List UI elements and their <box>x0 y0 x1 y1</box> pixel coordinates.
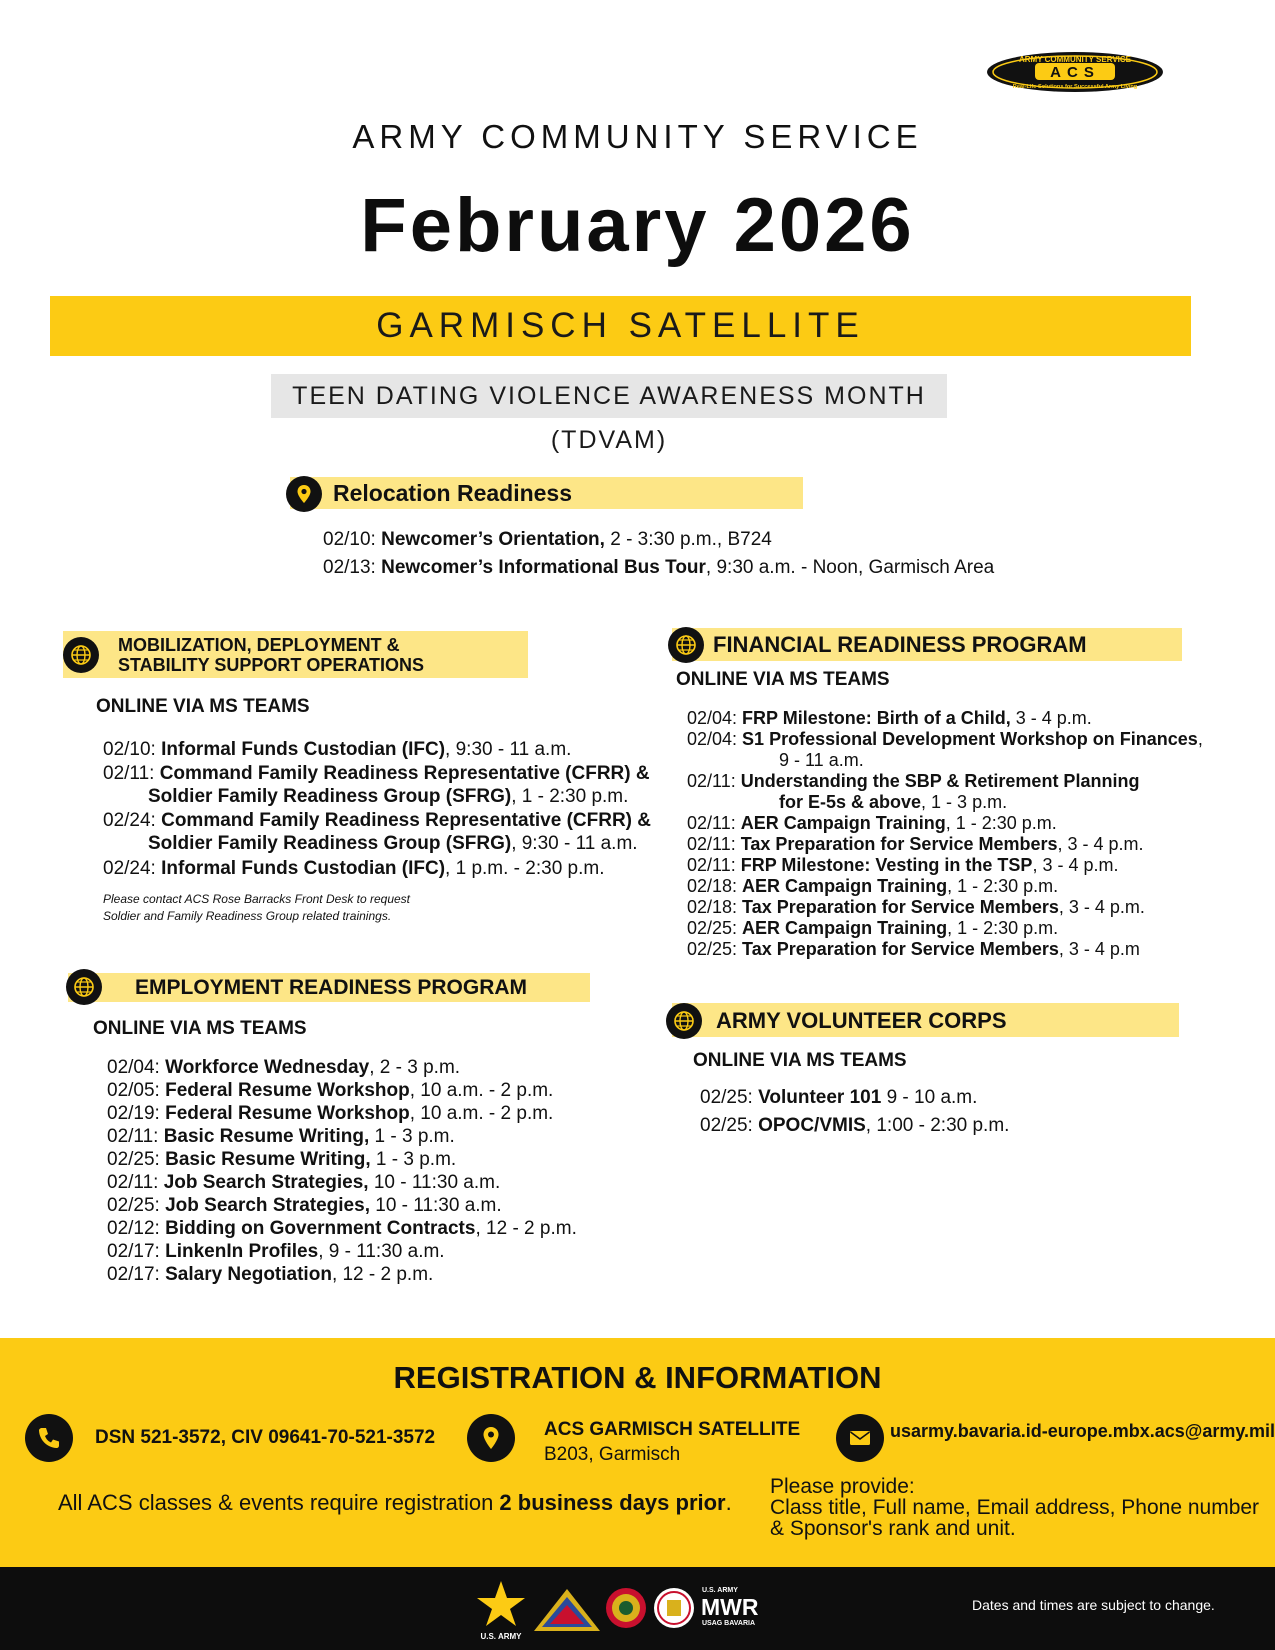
financial-event: 02/11: AER Campaign Training, 1 - 2:30 p.m. <box>687 813 1057 833</box>
contact-phone[interactable]: DSN 521-3572, CIV 09641-70-521-3572 <box>95 1427 436 1448</box>
acs-logo <box>985 50 1165 94</box>
mwr-logo <box>700 1583 770 1633</box>
registration-footer <box>0 1338 1275 1567</box>
financial-title: FINANCIAL READINESS PROGRAM <box>713 632 1087 657</box>
pre-title: ARMY COMMUNITY SERVICE <box>352 118 923 155</box>
logo-tagline: Real-Life Solutions for Successful Army Living <box>1012 84 1138 90</box>
volunteer-event: 02/25: Volunteer 101 9 - 10 a.m. <box>700 1087 978 1108</box>
mwr-bottom-label: USAG BAVARIA <box>702 1620 756 1627</box>
volunteer-event: 02/25: OPOC/VMIS, 1:00 - 2:30 p.m. <box>700 1115 1010 1136</box>
globe-icon <box>63 637 99 673</box>
mobilization-header <box>63 631 528 678</box>
page-title: February 2026 <box>360 183 915 268</box>
globe-icon <box>66 969 102 1005</box>
employment-event: 02/25: Job Search Strategies, 10 - 11:30 a.m. <box>107 1195 502 1216</box>
financial-event: 02/25: AER Campaign Training, 1 - 2:30 p.m. <box>687 918 1059 938</box>
email-icon <box>836 1414 884 1462</box>
financial-event: 02/18: Tax Preparation for Service Members, 3 - 4 p.m. <box>687 897 1145 917</box>
employment-event: 02/17: LinkenIn Profiles, 9 - 11:30 a.m. <box>107 1241 445 1262</box>
financial-header <box>672 628 1182 661</box>
financial-event: 02/11: Understanding the SBP & Retirement Planning for E-5s & above, 1 - 3 p.m. <box>687 771 1140 812</box>
mobilization-title: MOBILIZATION, DEPLOYMENT & STABILITY SUPPORT OPERATIONS <box>118 635 425 675</box>
volunteer-header <box>672 1003 1179 1037</box>
mwr-label: MWR <box>701 1594 759 1620</box>
globe-icon <box>666 1003 702 1039</box>
financial-delivery: ONLINE VIA MS TEAMS <box>676 669 890 690</box>
bavaria-seal-icon <box>653 1587 695 1629</box>
contact-email[interactable]: usarmy.bavaria.id-europe.mbx.acs@army.mil <box>890 1421 1275 1441</box>
financial-event: 02/18: AER Campaign Training, 1 - 2:30 p.m. <box>687 876 1059 896</box>
logo-center-text: ACS <box>1050 64 1100 81</box>
mwr-top-label: U.S. ARMY <box>702 1587 738 1594</box>
location-pin-icon <box>467 1414 515 1462</box>
financial-event: 02/25: Tax Preparation for Service Members, 3 - 4 p.m <box>687 939 1140 959</box>
volunteer-title: ARMY VOLUNTEER CORPS <box>716 1008 1007 1033</box>
employment-header <box>68 973 590 1002</box>
volunteer-delivery: ONLINE VIA MS TEAMS <box>693 1050 907 1071</box>
mobilization-event: 02/24: Command Family Readiness Representative (CFRR) & Soldier Family Readiness Group (SFRG), 9:30 - 11 a.m. <box>103 810 652 854</box>
mobilization-event: 02/10: Informal Funds Custodian (IFC), 9:30 - 11 a.m. <box>103 739 572 760</box>
garrison-seal-icon <box>605 1587 647 1629</box>
employment-title: EMPLOYMENT READINESS PROGRAM <box>135 976 528 999</box>
employment-event: 02/17: Salary Negotiation, 12 - 2 p.m. <box>107 1264 434 1285</box>
mobilization-delivery: ONLINE VIA MS TEAMS <box>96 696 310 717</box>
employment-event: 02/25: Basic Resume Writing, 1 - 3 p.m. <box>107 1149 457 1170</box>
phone-icon <box>25 1414 73 1462</box>
us-army-star-icon <box>476 1579 526 1641</box>
location-pin-icon <box>286 476 322 512</box>
logo-top-text: ARMY COMMUNITY SERVICE <box>1018 55 1132 64</box>
theme-banner: TEEN DATING VIOLENCE AWARENESS MONTH (TDVAM) <box>271 374 947 418</box>
footer-title: REGISTRATION & INFORMATION <box>393 1360 882 1395</box>
us-army-label: U.S. ARMY <box>480 1632 522 1641</box>
contact-location: ACS GARMISCH SATELLITE B203, Garmisch <box>544 1419 801 1465</box>
site-banner: GARMISCH SATELLITE <box>50 296 1191 356</box>
employment-event: 02/04: Workforce Wednesday, 2 - 3 p.m. <box>107 1057 461 1078</box>
employment-event: 02/05: Federal Resume Workshop, 10 a.m. - 2 p.m. <box>107 1080 554 1101</box>
seventh-army-icon <box>532 1587 602 1633</box>
bottom-bar <box>0 1567 1275 1650</box>
disclaimer: Dates and times are subject to change. <box>972 1597 1215 1613</box>
relocation-event: 02/13: Newcomer’s Informational Bus Tour, 9:30 a.m. - Noon, Garmisch Area <box>323 557 995 578</box>
employment-event: 02/11: Basic Resume Writing, 1 - 3 p.m. <box>107 1126 455 1147</box>
financial-event: 02/11: Tax Preparation for Service Members, 3 - 4 p.m. <box>687 834 1144 854</box>
employment-delivery: ONLINE VIA MS TEAMS <box>93 1018 307 1039</box>
relocation-event: 02/10: Newcomer’s Orientation, 2 - 3:30 p.m., B724 <box>323 529 772 550</box>
globe-icon <box>668 627 704 663</box>
financial-event: 02/04: S1 Professional Development Workshop on Finances, 9 - 11 a.m. <box>687 729 1203 770</box>
employment-event: 02/11: Job Search Strategies, 10 - 11:30 a.m. <box>107 1172 501 1193</box>
financial-event: 02/11: FRP Milestone: Vesting in the TSP, 3 - 4 p.m. <box>687 855 1119 875</box>
financial-event: 02/04: FRP Milestone: Birth of a Child, 3 - 4 p.m. <box>687 708 1092 728</box>
relocation-header <box>290 477 803 509</box>
employment-event: 02/12: Bidding on Government Contracts, 12 - 2 p.m. <box>107 1218 577 1239</box>
mobilization-event: 02/24: Informal Funds Custodian (IFC), 1 p.m. - 2:30 p.m. <box>103 858 605 879</box>
relocation-title: Relocation Readiness <box>333 480 573 506</box>
registration-requirement: All ACS classes & events require registration 2 business days prior. <box>58 1490 732 1515</box>
mobilization-event: 02/11: Command Family Readiness Representative (CFRR) & Soldier Family Readiness Group (SFRG), 1 - 2:30 p.m. <box>103 763 650 807</box>
mobilization-note: Please contact ACS Rose Barracks Front Desk to request Soldier and Family Readiness Group related trainings. <box>103 892 411 923</box>
registration-provide: Please provide: Class title, Full name, Email address, Phone number & Sponsor's rank and unit. <box>770 1475 1260 1540</box>
employment-event: 02/19: Federal Resume Workshop, 10 a.m. - 2 p.m. <box>107 1103 554 1124</box>
